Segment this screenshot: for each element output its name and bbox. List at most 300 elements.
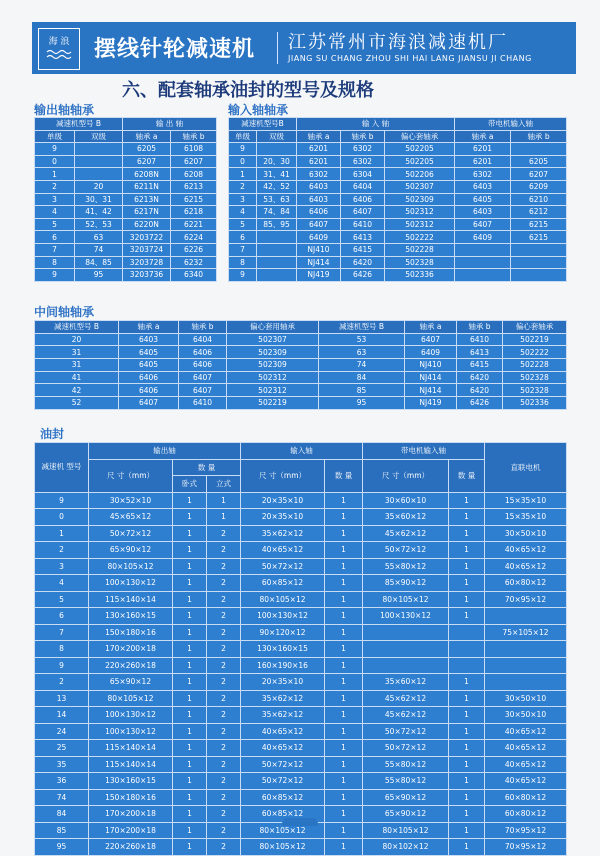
table-row bbox=[229, 180, 567, 193]
table-cell: 6205 bbox=[511, 155, 567, 168]
table-cell bbox=[485, 657, 567, 674]
table-cell: 2 bbox=[207, 690, 241, 707]
table-cell: 220×260×18 bbox=[89, 839, 173, 856]
table-cell: 6302 bbox=[297, 168, 341, 181]
table-cell: 74 bbox=[75, 243, 123, 256]
table-cell: 6201 bbox=[297, 155, 341, 168]
table-cell: 502307 bbox=[227, 333, 319, 346]
table-cell: 42、52 bbox=[257, 180, 297, 193]
table-cell: 7 bbox=[229, 243, 257, 256]
table-cell: 6205 bbox=[123, 143, 171, 156]
table-cell: 1 bbox=[449, 591, 485, 608]
table-cell: 40×65×12 bbox=[485, 723, 567, 740]
table-cell: 6405 bbox=[455, 193, 511, 206]
table-cell: 100×130×12 bbox=[363, 608, 449, 625]
table-cell: 60×80×12 bbox=[485, 575, 567, 592]
table-cell: 60×85×12 bbox=[241, 575, 325, 592]
table-cell: 55×80×12 bbox=[363, 558, 449, 575]
table-cell bbox=[363, 641, 449, 658]
company-logo bbox=[38, 28, 80, 70]
table-cell: 6302 bbox=[341, 155, 385, 168]
table-row bbox=[35, 839, 567, 856]
company-name: 江苏常州市海浪减速机厂 bbox=[288, 32, 508, 53]
table-cell: 8 bbox=[35, 256, 75, 269]
table-cell: 65×90×12 bbox=[89, 542, 173, 559]
table-cell: 1 bbox=[173, 674, 207, 691]
table-cell: 1 bbox=[173, 509, 207, 526]
table-row bbox=[35, 558, 567, 575]
table-cell: 170×200×18 bbox=[89, 641, 173, 658]
table-row bbox=[35, 359, 567, 372]
table-cell: 6211N bbox=[123, 180, 171, 193]
table-cell: NJ414 bbox=[405, 371, 457, 384]
table-cell: 6407 bbox=[297, 218, 341, 231]
table-cell: 6220N bbox=[123, 218, 171, 231]
table-row bbox=[35, 773, 567, 790]
table-cell: 40×65×12 bbox=[241, 740, 325, 757]
table-cell: 25 bbox=[35, 740, 89, 757]
table-cell: 1 bbox=[449, 575, 485, 592]
table-row bbox=[35, 723, 567, 740]
table-cell: 2 bbox=[207, 591, 241, 608]
table-cell: 1 bbox=[173, 723, 207, 740]
table-cell: 14 bbox=[35, 707, 89, 724]
column-header: 轴承 a bbox=[297, 130, 341, 143]
table-cell: 1 bbox=[325, 591, 363, 608]
table-cell: 6201 bbox=[455, 143, 511, 156]
table-cell: 2 bbox=[207, 575, 241, 592]
table-cell: 6207 bbox=[511, 168, 567, 181]
table-cell: 8 bbox=[229, 256, 257, 269]
table-cell: 100×130×12 bbox=[89, 575, 173, 592]
table-cell: 6215 bbox=[171, 193, 217, 206]
table-cell: 80×105×12 bbox=[363, 591, 449, 608]
table-cell bbox=[257, 256, 297, 269]
table-cell: 1 bbox=[207, 492, 241, 509]
table-cell: 36 bbox=[35, 773, 89, 790]
table-cell: 65×90×12 bbox=[89, 674, 173, 691]
table-cell: 63 bbox=[75, 231, 123, 244]
table-cell: 30×60×10 bbox=[363, 492, 449, 509]
table-cell: 40×65×12 bbox=[485, 773, 567, 790]
table-cell: 6403 bbox=[297, 193, 341, 206]
table-cell bbox=[511, 243, 567, 256]
company-name-english: JIANG SU CHANG ZHOU SHI HAI LANG JIANSU JI CHANG bbox=[288, 54, 532, 63]
table-cell: 2 bbox=[35, 180, 75, 193]
table-cell bbox=[455, 269, 511, 282]
table-cell: 6201 bbox=[297, 143, 341, 156]
table-cell: 6407 bbox=[341, 206, 385, 219]
table-cell: 1 bbox=[449, 542, 485, 559]
table-cell: 3203724 bbox=[123, 243, 171, 256]
input-bearing-label: 输入轴轴承 bbox=[228, 103, 289, 117]
table-cell: 6415 bbox=[457, 359, 503, 372]
table-row bbox=[35, 641, 567, 658]
table-row bbox=[35, 243, 217, 256]
table-cell: 6406 bbox=[119, 384, 179, 397]
table-row bbox=[229, 206, 567, 219]
table-cell: 6407 bbox=[455, 218, 511, 231]
section-title: 六、配套轴承油封的型号及规格 bbox=[122, 80, 374, 101]
table-cell: 84 bbox=[35, 806, 89, 823]
table-header-row bbox=[229, 118, 567, 131]
table-row bbox=[229, 231, 567, 244]
table-cell: 2 bbox=[207, 558, 241, 575]
table-cell: 1 bbox=[325, 773, 363, 790]
column-header: 轴承 b bbox=[179, 321, 227, 334]
table-cell bbox=[511, 269, 567, 282]
table-row bbox=[35, 707, 567, 724]
table-cell: 6221 bbox=[171, 218, 217, 231]
table-cell: 65×90×12 bbox=[363, 789, 449, 806]
column-header: 减速机型号 B bbox=[35, 321, 119, 334]
table-cell: 1 bbox=[173, 822, 207, 839]
table-cell: 35×62×12 bbox=[241, 525, 325, 542]
table-cell: 6403 bbox=[455, 206, 511, 219]
input-bearing-table bbox=[228, 117, 567, 282]
table-cell: 6406 bbox=[179, 359, 227, 372]
table-cell: 6404 bbox=[341, 180, 385, 193]
table-cell: NJ419 bbox=[405, 397, 457, 410]
table-cell: 20×35×10 bbox=[241, 674, 325, 691]
table-cell: 4 bbox=[229, 206, 257, 219]
table-cell bbox=[449, 624, 485, 641]
table-cell: 6224 bbox=[171, 231, 217, 244]
table-row bbox=[35, 608, 567, 625]
table-cell: 6201 bbox=[455, 155, 511, 168]
column-header: 轴承 a bbox=[123, 130, 171, 143]
table-cell: 52 bbox=[35, 397, 119, 410]
table-header-row bbox=[229, 130, 567, 143]
column-header: 减速机型号B bbox=[229, 118, 297, 131]
table-cell: 5 bbox=[35, 591, 89, 608]
table-cell: 2 bbox=[35, 674, 89, 691]
table-cell: 1 bbox=[173, 641, 207, 658]
middle-bearing-table bbox=[34, 320, 567, 410]
table-cell: 130×160×15 bbox=[89, 773, 173, 790]
table-cell: 74 bbox=[35, 789, 89, 806]
table-cell: 6213N bbox=[123, 193, 171, 206]
table-cell: 220×260×18 bbox=[89, 657, 173, 674]
table-cell: 1 bbox=[449, 608, 485, 625]
column-header: 轴承 b bbox=[341, 130, 385, 143]
table-cell: 53、63 bbox=[257, 193, 297, 206]
table-cell: 6213 bbox=[171, 180, 217, 193]
middle-bearing-label: 中间轴轴承 bbox=[34, 305, 95, 319]
table-cell: 6 bbox=[35, 608, 89, 625]
table-cell: 3 bbox=[35, 558, 89, 575]
table-cell: 1 bbox=[173, 591, 207, 608]
table-cell bbox=[75, 155, 123, 168]
table-cell: 6210 bbox=[511, 193, 567, 206]
table-cell: 50×72×12 bbox=[241, 558, 325, 575]
table-cell: 84、85 bbox=[75, 256, 123, 269]
table-cell: 1 bbox=[325, 558, 363, 575]
table-row bbox=[35, 231, 217, 244]
table-cell: 95 bbox=[35, 839, 89, 856]
table-cell: 80×105×12 bbox=[363, 822, 449, 839]
table-cell: 1 bbox=[173, 575, 207, 592]
table-cell: 150×180×16 bbox=[89, 624, 173, 641]
table-cell: 15×35×10 bbox=[485, 492, 567, 509]
table-cell: 1 bbox=[173, 657, 207, 674]
table-cell: 1 bbox=[449, 789, 485, 806]
table-cell: 80×102×12 bbox=[363, 839, 449, 856]
table-cell: 35×62×12 bbox=[241, 690, 325, 707]
table-cell: 1 bbox=[173, 789, 207, 806]
table-cell bbox=[449, 641, 485, 658]
table-cell: 0 bbox=[35, 509, 89, 526]
table-cell: 2 bbox=[207, 756, 241, 773]
table-cell: 20×35×10 bbox=[241, 509, 325, 526]
table-cell: 3203736 bbox=[123, 269, 171, 282]
table-cell: 502328 bbox=[503, 384, 567, 397]
table-cell: 30、31 bbox=[75, 193, 123, 206]
table-cell: 1 bbox=[229, 168, 257, 181]
table-row bbox=[35, 180, 217, 193]
table-cell: 1 bbox=[207, 509, 241, 526]
column-header: 轴承 a bbox=[455, 130, 511, 143]
table-cell: 6406 bbox=[297, 206, 341, 219]
table-cell: NJ414 bbox=[405, 384, 457, 397]
column-header: 轴承 a bbox=[405, 321, 457, 334]
table-cell: 13 bbox=[35, 690, 89, 707]
table-cell: 1 bbox=[325, 608, 363, 625]
table-row bbox=[35, 384, 567, 397]
table-cell: 1 bbox=[325, 740, 363, 757]
table-row bbox=[35, 218, 217, 231]
table-header-row bbox=[35, 443, 567, 460]
column-header: 双级 bbox=[75, 130, 123, 143]
table-cell: 90×120×12 bbox=[241, 624, 325, 641]
table-cell: 170×200×18 bbox=[89, 822, 173, 839]
page-number-tab bbox=[282, 818, 318, 826]
column-header: 双级 bbox=[257, 130, 297, 143]
table-cell bbox=[485, 608, 567, 625]
table-cell: 115×140×14 bbox=[89, 591, 173, 608]
table-cell: 502307 bbox=[385, 180, 455, 193]
table-cell: 502309 bbox=[227, 359, 319, 372]
table-cell bbox=[75, 143, 123, 156]
table-row bbox=[229, 243, 567, 256]
column-header: 尺 寸（mm） bbox=[89, 459, 173, 492]
table-cell: 3 bbox=[35, 193, 75, 206]
table-cell: 6302 bbox=[341, 143, 385, 156]
table-cell: 40×65×12 bbox=[485, 558, 567, 575]
table-cell: 6217N bbox=[123, 206, 171, 219]
table-cell: 9 bbox=[35, 269, 75, 282]
table-cell: 6420 bbox=[457, 371, 503, 384]
table-cell: 6405 bbox=[119, 359, 179, 372]
table-cell: 502219 bbox=[503, 333, 567, 346]
table-cell: 6226 bbox=[171, 243, 217, 256]
table-row bbox=[35, 542, 567, 559]
table-cell: 60×80×12 bbox=[485, 806, 567, 823]
column-header: 卧式 bbox=[173, 476, 207, 493]
table-cell: 80×105×12 bbox=[89, 558, 173, 575]
table-cell: 70×95×12 bbox=[485, 822, 567, 839]
table-cell: 130×160×15 bbox=[241, 641, 325, 658]
table-row bbox=[35, 690, 567, 707]
table-cell: 1 bbox=[173, 624, 207, 641]
table-cell: 1 bbox=[449, 690, 485, 707]
column-header: 输 出 轴 bbox=[123, 118, 217, 131]
table-row bbox=[35, 789, 567, 806]
table-cell: 6409 bbox=[455, 231, 511, 244]
table-cell: 1 bbox=[325, 641, 363, 658]
table-cell: 6407 bbox=[179, 371, 227, 384]
table-cell bbox=[257, 231, 297, 244]
table-row bbox=[35, 591, 567, 608]
table-cell: 30×52×10 bbox=[89, 492, 173, 509]
table-cell: 2 bbox=[229, 180, 257, 193]
table-cell: 6209 bbox=[511, 180, 567, 193]
table-cell: 80×105×12 bbox=[89, 690, 173, 707]
table-cell: 6409 bbox=[405, 346, 457, 359]
table-cell: 502205 bbox=[385, 155, 455, 168]
table-cell: 1 bbox=[449, 707, 485, 724]
table-cell: 1 bbox=[449, 740, 485, 757]
column-header: 数 量 bbox=[173, 459, 241, 476]
table-cell: 150×180×16 bbox=[89, 789, 173, 806]
table-cell: 6420 bbox=[457, 384, 503, 397]
table-cell: 1 bbox=[325, 789, 363, 806]
table-cell: 41 bbox=[35, 371, 119, 384]
table-cell: 1 bbox=[173, 690, 207, 707]
table-cell: 2 bbox=[207, 542, 241, 559]
table-cell: 1 bbox=[449, 674, 485, 691]
table-cell: 6207 bbox=[123, 155, 171, 168]
table-row bbox=[35, 206, 217, 219]
table-cell: 3 bbox=[229, 193, 257, 206]
table-row bbox=[35, 193, 217, 206]
table-cell: 2 bbox=[207, 773, 241, 790]
table-cell: 3203728 bbox=[123, 256, 171, 269]
table-cell: 95 bbox=[319, 397, 405, 410]
table-cell: 1 bbox=[173, 558, 207, 575]
table-cell: 1 bbox=[325, 707, 363, 724]
table-cell: 1 bbox=[35, 168, 75, 181]
table-cell: 30×50×10 bbox=[485, 690, 567, 707]
table-cell bbox=[75, 168, 123, 181]
table-cell: 1 bbox=[325, 492, 363, 509]
table-cell: NJ410 bbox=[297, 243, 341, 256]
table-cell: 1 bbox=[173, 806, 207, 823]
table-cell: 502219 bbox=[227, 397, 319, 410]
column-header: 立式 bbox=[207, 476, 241, 493]
table-cell: 6403 bbox=[297, 180, 341, 193]
table-cell: 40×65×12 bbox=[485, 740, 567, 757]
column-header: 减速机 型号 bbox=[35, 443, 89, 493]
table-cell: 50×72×12 bbox=[363, 740, 449, 757]
table-cell: 130×160×15 bbox=[89, 608, 173, 625]
column-header: 轴承 a bbox=[119, 321, 179, 334]
table-cell: 1 bbox=[325, 542, 363, 559]
column-header: 轴承 b bbox=[171, 130, 217, 143]
table-cell: 40×65×12 bbox=[485, 542, 567, 559]
table-row bbox=[35, 333, 567, 346]
table-cell: 30×50×10 bbox=[485, 707, 567, 724]
table-header-row bbox=[35, 321, 567, 334]
table-cell: 65×90×12 bbox=[363, 806, 449, 823]
table-cell: 5 bbox=[35, 218, 75, 231]
table-cell: 84 bbox=[319, 371, 405, 384]
table-cell: 502336 bbox=[503, 397, 567, 410]
output-bearing-table bbox=[34, 117, 217, 282]
table-cell: 6406 bbox=[341, 193, 385, 206]
table-cell: 6403 bbox=[455, 180, 511, 193]
table-cell: 1 bbox=[325, 690, 363, 707]
table-cell bbox=[257, 243, 297, 256]
table-cell: 20、30 bbox=[257, 155, 297, 168]
table-cell: 0 bbox=[35, 155, 75, 168]
table-cell: 1 bbox=[325, 756, 363, 773]
table-header-row bbox=[35, 118, 217, 131]
table-cell bbox=[485, 674, 567, 691]
table-cell: 100×130×12 bbox=[241, 608, 325, 625]
oil-seal-table bbox=[34, 442, 567, 856]
table-cell: 1 bbox=[325, 575, 363, 592]
table-cell: 6415 bbox=[341, 243, 385, 256]
column-header: 偏心套轴承 bbox=[385, 130, 455, 143]
table-header-row bbox=[35, 130, 217, 143]
table-cell: 55×80×12 bbox=[363, 756, 449, 773]
table-cell: 9 bbox=[35, 143, 75, 156]
table-cell: 2 bbox=[207, 839, 241, 856]
table-cell: 20×35×10 bbox=[241, 492, 325, 509]
table-row bbox=[229, 193, 567, 206]
column-header: 单级 bbox=[229, 130, 257, 143]
table-row bbox=[35, 371, 567, 384]
table-cell: 2 bbox=[207, 806, 241, 823]
table-row bbox=[229, 168, 567, 181]
table-cell: 502312 bbox=[227, 371, 319, 384]
table-cell: 1 bbox=[325, 806, 363, 823]
table-row bbox=[35, 509, 567, 526]
table-cell: 6406 bbox=[179, 346, 227, 359]
table-cell: 4 bbox=[35, 206, 75, 219]
table-cell: 52、53 bbox=[75, 218, 123, 231]
table-cell: 45×62×12 bbox=[363, 525, 449, 542]
table-cell: 24 bbox=[35, 723, 89, 740]
table-cell: 75×105×12 bbox=[485, 624, 567, 641]
table-cell: 6420 bbox=[341, 256, 385, 269]
table-cell: 85、95 bbox=[257, 218, 297, 231]
table-cell: 1 bbox=[325, 509, 363, 526]
column-header: 偏心套用轴承 bbox=[227, 321, 319, 334]
table-cell: 1 bbox=[173, 740, 207, 757]
table-cell: 1 bbox=[173, 773, 207, 790]
table-cell bbox=[449, 657, 485, 674]
table-cell: 2 bbox=[207, 525, 241, 542]
table-cell: 1 bbox=[325, 723, 363, 740]
table-row bbox=[229, 155, 567, 168]
table-cell: 80×105×12 bbox=[241, 591, 325, 608]
table-row bbox=[35, 143, 217, 156]
table-cell: 502205 bbox=[385, 143, 455, 156]
table-cell: 35×60×12 bbox=[363, 674, 449, 691]
table-cell: 6410 bbox=[179, 397, 227, 410]
table-cell: 1 bbox=[449, 839, 485, 856]
table-cell: 502222 bbox=[385, 231, 455, 244]
table-cell: 6302 bbox=[455, 168, 511, 181]
logo-text: 海 浪 bbox=[48, 37, 70, 47]
table-cell: 1 bbox=[173, 839, 207, 856]
table-cell: 7 bbox=[35, 243, 75, 256]
table-cell: 2 bbox=[207, 674, 241, 691]
column-header: 减速机型号 B bbox=[319, 321, 405, 334]
table-cell bbox=[257, 269, 297, 282]
